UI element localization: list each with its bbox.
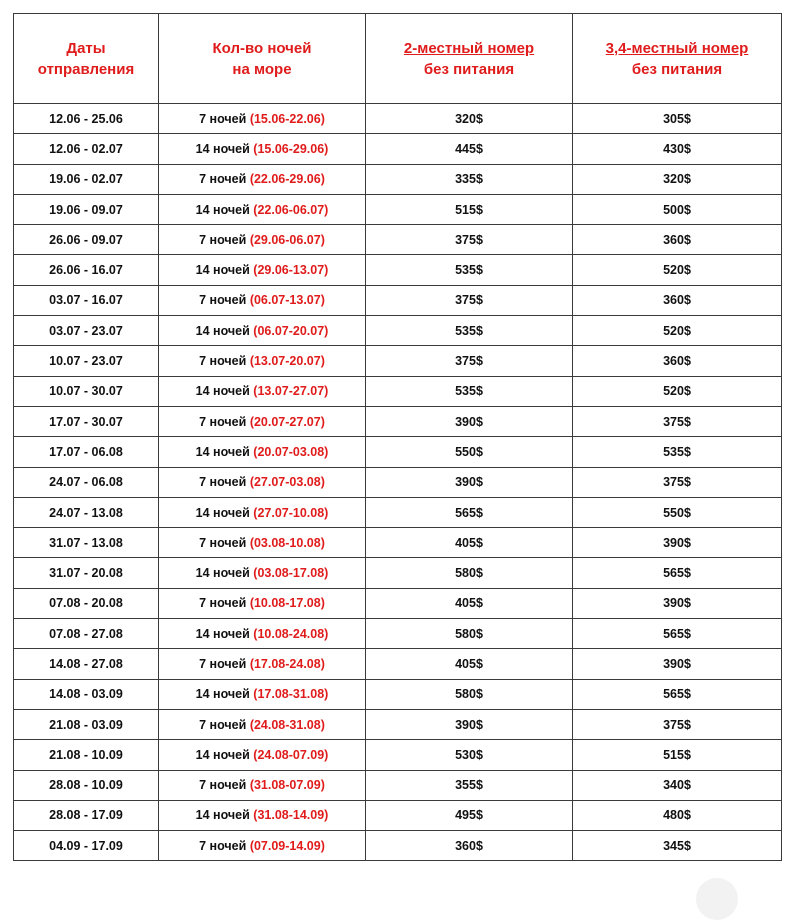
cell-nights [159, 194, 366, 224]
cell-departure-dates [14, 528, 159, 558]
cell-price-double [366, 588, 573, 618]
cell-nights [159, 164, 366, 194]
sea-dates: (20.07-27.07) [249, 414, 325, 429]
departure-dates: 26.06 - 16.07 [49, 263, 123, 278]
price-double: 375$ [455, 354, 483, 369]
cell-price-double [366, 467, 573, 497]
price-triple: 565$ [663, 566, 691, 581]
table-row [14, 376, 782, 406]
table-row [14, 709, 782, 739]
cell-price-double [366, 255, 573, 285]
nights-count: 14 ночей [195, 141, 250, 156]
header-line: на море [232, 60, 292, 78]
price-triple: 390$ [663, 656, 691, 671]
sea-dates: (24.08-31.08) [249, 717, 325, 732]
header-line: без питания [631, 60, 723, 78]
price-double: 535$ [455, 323, 483, 338]
table-row [14, 255, 782, 285]
cell-price-double [366, 831, 573, 861]
price-triple: 340$ [663, 778, 691, 793]
cell-price-double [366, 709, 573, 739]
table-row [14, 316, 782, 346]
cell-price-double [366, 164, 573, 194]
departure-dates: 10.07 - 23.07 [49, 354, 123, 369]
cell-departure-dates [14, 164, 159, 194]
cell-departure-dates [14, 406, 159, 436]
cell-nights [159, 679, 366, 709]
cell-price-triple [573, 255, 782, 285]
price-double: 390$ [455, 475, 483, 490]
cell-nights [159, 740, 366, 770]
price-triple: 550$ [663, 505, 691, 520]
cell-price-triple [573, 467, 782, 497]
header-line: Даты [66, 39, 106, 57]
price-triple: 430$ [663, 141, 691, 156]
cell-nights [159, 709, 366, 739]
nights-count: 7 ночей [199, 717, 247, 732]
header-line: отправления [37, 60, 135, 78]
cell-departure-dates [14, 134, 159, 164]
cell-price-double [366, 528, 573, 558]
sea-dates: (07.09-14.09) [249, 838, 325, 853]
cell-nights [159, 558, 366, 588]
price-double: 375$ [455, 232, 483, 247]
cell-price-double [366, 679, 573, 709]
table-row [14, 528, 782, 558]
sea-dates: (10.08-17.08) [249, 596, 325, 611]
sea-dates: (31.08-07.09) [249, 778, 325, 793]
sea-dates: (31.08-14.09) [253, 808, 329, 823]
price-double: 355$ [455, 778, 483, 793]
cell-price-triple [573, 588, 782, 618]
sea-dates: (29.06-06.07) [249, 232, 325, 247]
sea-dates: (29.06-13.07) [253, 263, 329, 278]
departure-dates: 26.06 - 09.07 [49, 232, 123, 247]
cell-price-triple [573, 831, 782, 861]
departure-dates: 28.08 - 10.09 [49, 778, 123, 793]
cell-departure-dates [14, 316, 159, 346]
price-double: 535$ [455, 384, 483, 399]
table-row [14, 831, 782, 861]
cell-price-double [366, 194, 573, 224]
price-triple: 345$ [663, 838, 691, 853]
cell-departure-dates [14, 497, 159, 527]
cell-nights [159, 770, 366, 800]
nights-count: 14 ночей [195, 626, 250, 641]
price-rows [14, 104, 782, 861]
cell-price-triple [573, 619, 782, 649]
price-double: 580$ [455, 626, 483, 641]
nights-count: 14 ночей [195, 384, 250, 399]
departure-dates: 19.06 - 09.07 [49, 202, 123, 217]
sea-dates: (15.06-22.06) [249, 111, 325, 126]
nights-count: 7 ночей [199, 111, 247, 126]
cell-nights [159, 376, 366, 406]
cell-price-double [366, 406, 573, 436]
cell-price-double [366, 740, 573, 770]
cell-price-double [366, 134, 573, 164]
table-row [14, 800, 782, 830]
cell-price-triple [573, 376, 782, 406]
cell-departure-dates [14, 346, 159, 376]
cell-price-double [366, 497, 573, 527]
departure-dates: 14.08 - 03.09 [49, 687, 123, 702]
cell-price-triple [573, 800, 782, 830]
price-double: 390$ [455, 717, 483, 732]
price-triple: 535$ [663, 444, 691, 459]
cell-price-double [366, 800, 573, 830]
sea-dates: (13.07-20.07) [249, 354, 325, 369]
price-double: 375$ [455, 293, 483, 308]
price-triple: 375$ [663, 717, 691, 732]
header-line: Кол-во ночей [212, 39, 312, 57]
sea-dates: (06.07-13.07) [249, 293, 325, 308]
header-line: без питания [423, 60, 515, 78]
table-row [14, 225, 782, 255]
cell-nights [159, 588, 366, 618]
departure-dates: 10.07 - 30.07 [49, 384, 123, 399]
header-triple-room[interactable] [573, 14, 782, 104]
cell-departure-dates [14, 649, 159, 679]
price-triple: 375$ [663, 414, 691, 429]
cell-departure-dates [14, 588, 159, 618]
cell-departure-dates [14, 740, 159, 770]
price-double: 580$ [455, 566, 483, 581]
cell-price-triple [573, 225, 782, 255]
departure-dates: 19.06 - 02.07 [49, 172, 123, 187]
cell-price-triple [573, 649, 782, 679]
cell-price-double [366, 619, 573, 649]
cell-departure-dates [14, 709, 159, 739]
table-row [14, 194, 782, 224]
sea-dates: (27.07-10.08) [253, 505, 329, 520]
cell-nights [159, 467, 366, 497]
departure-dates: 17.07 - 06.08 [49, 444, 123, 459]
header-departure-dates [14, 14, 159, 104]
cell-departure-dates [14, 285, 159, 315]
cell-nights [159, 285, 366, 315]
cell-price-double [366, 770, 573, 800]
nights-count: 7 ночей [199, 293, 247, 308]
price-double: 495$ [455, 808, 483, 823]
departure-dates: 03.07 - 23.07 [49, 323, 123, 338]
cell-price-double [366, 285, 573, 315]
price-double: 445$ [455, 141, 483, 156]
sea-dates: (20.07-03.08) [253, 444, 329, 459]
nights-count: 14 ночей [195, 687, 250, 702]
cell-price-double [366, 437, 573, 467]
cell-nights [159, 316, 366, 346]
cell-price-double [366, 649, 573, 679]
table-row [14, 619, 782, 649]
table-row [14, 346, 782, 376]
departure-dates: 12.06 - 25.06 [49, 111, 123, 126]
nights-count: 7 ночей [199, 172, 247, 187]
departure-dates: 12.06 - 02.07 [49, 141, 123, 156]
table-row [14, 285, 782, 315]
price-double: 335$ [455, 172, 483, 187]
price-triple: 520$ [663, 384, 691, 399]
departure-dates: 03.07 - 16.07 [49, 293, 123, 308]
cell-departure-dates [14, 104, 159, 134]
cell-price-triple [573, 406, 782, 436]
price-triple: 520$ [663, 263, 691, 278]
nights-count: 14 ночей [195, 505, 250, 520]
price-triple: 360$ [663, 293, 691, 308]
table-row [14, 649, 782, 679]
price-double: 405$ [455, 535, 483, 550]
nights-count: 14 ночей [195, 263, 250, 278]
price-double: 565$ [455, 505, 483, 520]
cell-nights [159, 619, 366, 649]
cell-departure-dates [14, 619, 159, 649]
header-double-room[interactable] [366, 14, 573, 104]
price-triple: 305$ [663, 111, 691, 126]
nights-count: 7 ночей [199, 596, 247, 611]
header-row [14, 14, 782, 104]
cell-price-triple [573, 679, 782, 709]
cell-departure-dates [14, 467, 159, 497]
table-row [14, 467, 782, 497]
price-double: 405$ [455, 596, 483, 611]
departure-dates: 21.08 - 10.09 [49, 747, 123, 762]
price-double: 580$ [455, 687, 483, 702]
nights-count: 7 ночей [199, 838, 247, 853]
departure-dates: 31.07 - 13.08 [49, 535, 123, 550]
price-triple: 360$ [663, 354, 691, 369]
table-row [14, 134, 782, 164]
price-double: 405$ [455, 656, 483, 671]
cell-price-triple [573, 104, 782, 134]
nights-count: 7 ночей [199, 414, 247, 429]
sea-dates: (27.07-03.08) [249, 475, 325, 490]
price-triple: 390$ [663, 596, 691, 611]
table-row [14, 588, 782, 618]
table-row [14, 437, 782, 467]
price-double: 530$ [455, 747, 483, 762]
price-triple: 320$ [663, 172, 691, 187]
price-triple: 480$ [663, 808, 691, 823]
price-triple: 360$ [663, 232, 691, 247]
cell-price-triple [573, 164, 782, 194]
cell-departure-dates [14, 679, 159, 709]
cell-departure-dates [14, 831, 159, 861]
nights-count: 7 ночей [199, 354, 247, 369]
cell-price-triple [573, 194, 782, 224]
nights-count: 7 ночей [199, 232, 247, 247]
departure-dates: 31.07 - 20.08 [49, 566, 123, 581]
cell-nights [159, 346, 366, 376]
cell-price-double [366, 316, 573, 346]
price-triple: 390$ [663, 535, 691, 550]
cell-price-triple [573, 740, 782, 770]
scroll-to-top-button[interactable] [696, 878, 738, 920]
cell-price-triple [573, 437, 782, 467]
cell-nights [159, 800, 366, 830]
cell-price-double [366, 376, 573, 406]
nights-count: 7 ночей [199, 778, 247, 793]
cell-price-double [366, 225, 573, 255]
sea-dates: (17.08-31.08) [253, 687, 329, 702]
cell-nights [159, 528, 366, 558]
table-row [14, 770, 782, 800]
departure-dates: 21.08 - 03.09 [49, 717, 123, 732]
sea-dates: (03.08-10.08) [249, 535, 325, 550]
departure-dates: 17.07 - 30.07 [49, 414, 123, 429]
sea-dates: (06.07-20.07) [253, 323, 329, 338]
nights-count: 14 ночей [195, 566, 250, 581]
price-double: 515$ [455, 202, 483, 217]
table-row [14, 740, 782, 770]
price-double: 360$ [455, 838, 483, 853]
cell-nights [159, 437, 366, 467]
price-triple: 375$ [663, 475, 691, 490]
cell-price-triple [573, 497, 782, 527]
sea-dates: (15.06-29.06) [253, 141, 329, 156]
departure-dates: 04.09 - 17.09 [49, 838, 123, 853]
cell-nights [159, 406, 366, 436]
nights-count: 14 ночей [195, 747, 250, 762]
cell-departure-dates [14, 770, 159, 800]
table-row [14, 164, 782, 194]
table-row [14, 558, 782, 588]
nights-count: 7 ночей [199, 656, 247, 671]
cell-price-triple [573, 285, 782, 315]
cell-departure-dates [14, 800, 159, 830]
nights-count: 14 ночей [195, 323, 250, 338]
cell-departure-dates [14, 376, 159, 406]
cell-price-double [366, 346, 573, 376]
price-triple: 515$ [663, 747, 691, 762]
cell-nights [159, 225, 366, 255]
cell-price-double [366, 104, 573, 134]
price-double: 550$ [455, 444, 483, 459]
departure-dates: 07.08 - 27.08 [49, 626, 123, 641]
nights-count: 7 ночей [199, 535, 247, 550]
table-row [14, 679, 782, 709]
header-link-double-room[interactable]: 2-местный номер [403, 39, 535, 57]
table-row [14, 406, 782, 436]
sea-dates: (24.08-07.09) [253, 747, 329, 762]
sea-dates: (22.06-06.07) [253, 202, 329, 217]
cell-departure-dates [14, 558, 159, 588]
price-double: 320$ [455, 111, 483, 126]
price-triple: 500$ [663, 202, 691, 217]
cell-price-triple [573, 134, 782, 164]
price-double: 390$ [455, 414, 483, 429]
nights-count: 7 ночей [199, 475, 247, 490]
price-table [13, 13, 782, 861]
cell-nights [159, 134, 366, 164]
sea-dates: (22.06-29.06) [249, 172, 325, 187]
header-nights [159, 14, 366, 104]
header-link-triple-room[interactable]: 3,4-местный номер [605, 39, 749, 57]
departure-dates: 28.08 - 17.09 [49, 808, 123, 823]
cell-nights [159, 649, 366, 679]
price-triple: 565$ [663, 687, 691, 702]
price-triple: 520$ [663, 323, 691, 338]
cell-price-triple [573, 528, 782, 558]
departure-dates: 07.08 - 20.08 [49, 596, 123, 611]
cell-price-triple [573, 558, 782, 588]
cell-price-double [366, 558, 573, 588]
departure-dates: 24.07 - 06.08 [49, 475, 123, 490]
price-triple: 565$ [663, 626, 691, 641]
cell-departure-dates [14, 194, 159, 224]
cell-price-triple [573, 346, 782, 376]
nights-count: 14 ночей [195, 444, 250, 459]
cell-departure-dates [14, 255, 159, 285]
cell-nights [159, 255, 366, 285]
sea-dates: (10.08-24.08) [253, 626, 329, 641]
sea-dates: (13.07-27.07) [253, 384, 329, 399]
cell-nights [159, 831, 366, 861]
cell-nights [159, 104, 366, 134]
cell-price-triple [573, 770, 782, 800]
cell-departure-dates [14, 225, 159, 255]
departure-dates: 24.07 - 13.08 [49, 505, 123, 520]
departure-dates: 14.08 - 27.08 [49, 656, 123, 671]
sea-dates: (03.08-17.08) [253, 566, 329, 581]
price-double: 535$ [455, 263, 483, 278]
nights-count: 14 ночей [195, 808, 250, 823]
table-row [14, 497, 782, 527]
sea-dates: (17.08-24.08) [249, 656, 325, 671]
cell-nights [159, 497, 366, 527]
cell-price-triple [573, 709, 782, 739]
table-row [14, 104, 782, 134]
cell-price-triple [573, 316, 782, 346]
nights-count: 14 ночей [195, 202, 250, 217]
cell-departure-dates [14, 437, 159, 467]
